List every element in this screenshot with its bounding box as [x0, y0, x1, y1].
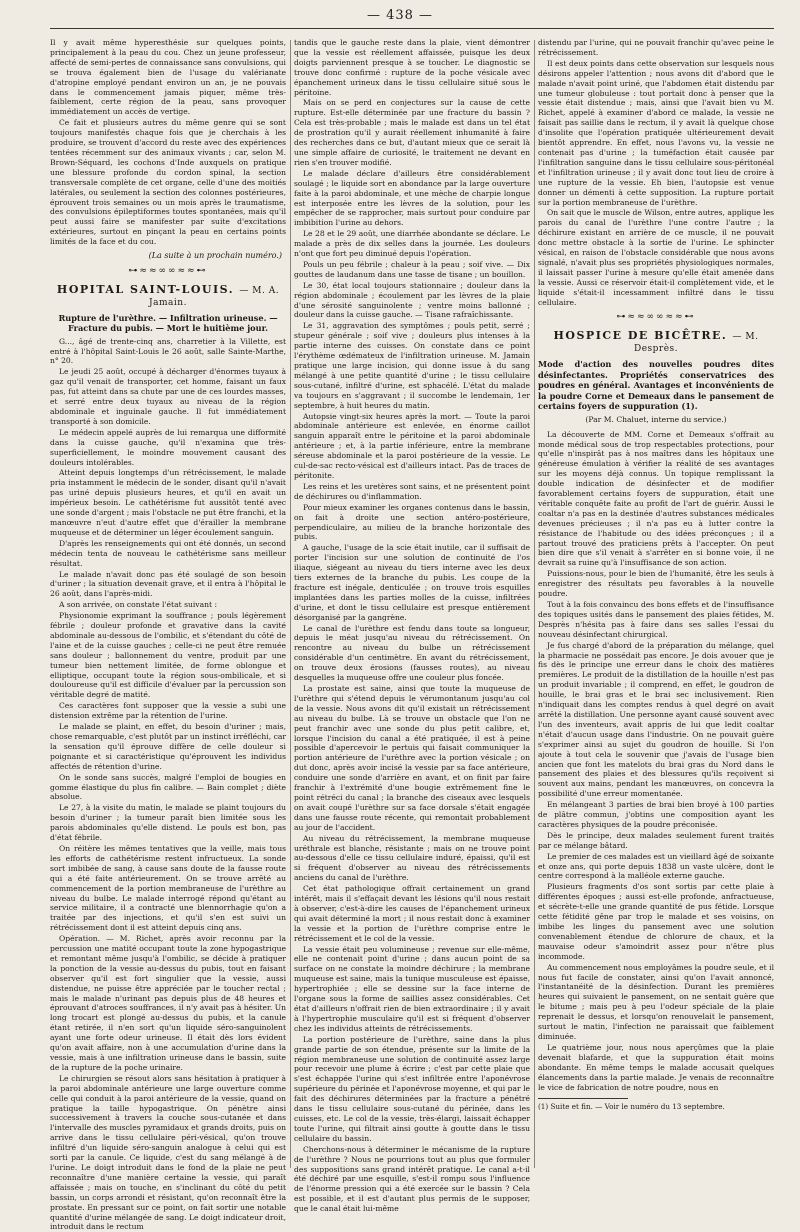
paragraph: Le chirurgien se résout alors sans hésitation à pratiquer à la paroi abdominale antérieure une large ouverture comme celle qui conduit à la paroi antérieure de la vessie, quand on pratique la taille hypogastrique. On pénètre ainsi successivement à travers la couche sous-cutanée et dans l'intervalle des muscles pyramidaux et grands droits, puis on arrive dans le tissu cellulaire péri-vésical, qu'on trouve infiltré d'un liquide séro-sanguin analogue à celui qui est sorti par la canule. Ce liquide, c'est du sang mélangé à de l'urine. Le doigt introduit dans le fond de la plaie ne peut reconnaître d'une manière certaine la vessie, qui paraît affaissée ; mais on touche, en s'inclinant du côté du petit bassin, un corps arrondi et résistant, qu'on reconnaît être la prostate. En pressant sur ce point, on fait sortir une notable quantité d'urine mélangée de sang. Le doigt indicateur droit, introduit dans le rectum — [50, 1073, 286, 1232]
column-3 — [538, 38, 774, 1168]
article-heading: Mode d'action des nouvelles poudres dites désinfectantes. Propriétés conservatrices des poudres en général. Avantages et inconvénients de la poudre Corne et Demeaux dans le pansement de certains foyers de suppuration (1). — [538, 359, 774, 412]
paragraph: Le malade se plaint, en effet, du besoin d'uriner ; mais, chose remarquable, c'est plutôt par un instinct irréfléchi, car la sensation qu'il éprouve diffère de celle douleur si poignante et si caractéristique qu'éprouvent les individus affectés de rétention d'urine. — [50, 722, 286, 771]
article-heading: Rupture de l'urèthre. — Infiltration urineuse. — Fracture du pubis. — Mort le huitième jour. — [58, 312, 278, 334]
paragraph: A son arrivée, on constate l'état suivant : — [59, 600, 218, 610]
paragraph: Le 30, état local toujours stationnaire ; douleur dans la région abdominale ; écoulement par les lèvres de la plaie d'une sérosité sanguinolente ; ventre moins ballonné ; douleur dans la cuisse gauche. — Tisane rafraîchissante. — [294, 280, 530, 320]
paragraph: On réitère les mêmes tentatives que la veille, mais tous les efforts de cathétérisme restent infructueux. La sonde sort imbibée de sang, à cause sans doute de la fausse route qui a été faite antérieurement. On se trouve arrêté au commencement de la portion membraneuse de l'urèthre au niveau du bulbe. Le malade interrogé répond qu'étant au service militaire, il a contracté une blennorrhagie qu'on a traitée par des injections, et qu'il s'en est suivi un rétrécissement dont il est atteint depuis cinq ans. — [50, 843, 286, 933]
paragraph: Opération. — M. Richet, après avoir reconnu par la percussion une matité occupant toute la zone hypogastrique et remontant même jusqu'à l'ombilic, se décide à pratiquer la ponction de la vessie au-dessus du pubis, tout en faisant observer qu'il est fort singulier que la vessie, aussi distendue, ne puisse être appréciée par le toucher rectal ; mais le malade n'urinant pas depuis plus de 48 heures et éprouvant d'atroces souffrances, il n'y avait pas à hésiter. Un long trocart est plongé au-dessus du pubis, et la canule étant retirée, il n'en sort qu'un liquide séro-sanguinolent ayant une forte odeur urineuse. Il était dès lors évident qu'on avait affaire, non à une accumulation d'urine dans la vessie, mais à une infiltration urineuse dans le bassin, suite de la rupture de la poche urinaire. — [50, 934, 286, 1072]
paragraph: Ces caractères font supposer que la vessie a subi une distension extrême par la rétention de l'urine. — [50, 701, 286, 721]
column-1 — [50, 38, 286, 1232]
paragraph: distendu par l'urine, qui ne pouvait franchir qu'avec peine le rétrécissement. — [538, 38, 774, 57]
paragraph: Cet état pathologique offrait certainement un grand intérêt, mais il s'effaçait devant les lésions qu'il nous restait à observer, c'est-à-dire les causes de l'épanchement urineux qui avait déterminé la mort ; il nous restait donc à examiner la vessie et la portion de l'urèthre comprise entre le rétrécissement et le col de la vessie. — [294, 884, 530, 943]
paragraph: Cherchons-nous à déterminer le mécanisme de la rupture de l'urèthre ? Nous ne pourrions tout au plus que formuler des suppositions sans grand intérêt pratique. Le canal a-t-il été déchiré par une esquille, s'est-il rompu sous l'influence de l'énorme pression qui a été exercée sur le bassin ? Cela est possible, et il est d'autant plus permis de le supposer, que le canal était lui-même — [294, 1144, 530, 1214]
paragraph: La vessie était peu volumineuse ; revenue sur elle-même, elle ne contenait point d'urine ; dans aucun point de sa surface on ne constate la moindre déchirure ; la membrane muqueuse est saine, mais la tunique musculeuse est épaisse, hypertrophiée ; elle se dessine sur la face interne de l'organe sous la forme de saillies assez considérables. Cet état d'ailleurs n'offrait rien de bien extraordinaire ; il y avait à l'hypertrophie musculaire qu'il est si fréquent d'observer chez les individus atteints de rétrécissements. — [294, 944, 530, 1033]
section-title — [50, 282, 286, 309]
to-be-continued-note: (La suite à un prochain numéro.) — [148, 251, 282, 261]
paragraph: En mélangeant 3 parties de brai bien broyé à 100 parties de plâtre commun, j'obtins une composition ayant les caractères physiques de la poudre préconisée. — [538, 800, 774, 829]
paragraph: Au niveau du rétrécissement, la membrane muqueuse uréthrale est blanche, résistante ; mais on ne trouve point au-dessous d'elle ce tissu cellulaire induré, épaissi, qu'il est si fréquent d'observer au niveau des rétrécissements anciens du canal de l'urèthre. — [294, 833, 530, 883]
paragraph: Le canal de l'urèthre est fendu dans toute sa longueur, depuis le méat jusqu'au niveau du rétrécissement. On rencontre au niveau du bulbe un rétrécissement considérable d'un centimètre. En avant du rétrécissement, on trouve deux érosions (fausses routes), au niveau desquelles la muqueuse offre une couleur plus foncée. — [294, 623, 530, 683]
paragraph: Je fus chargé d'abord de la préparation du mélange, quel la pharmacie ne possédait pas encore. Je dois avouer que je fis dès le principe une erreur dans le choix des matières premières. Le produit de la distillation de la houille n'est pas un produit invariable ; il comprend, en effet, le goudron de houille, le brai gras et le brai sec inclusivement. Rien n'indiquait dans les comptes rendus à quel degré on avait arrêté la distillation. Une personne ayant causé souvent avec l'un des inventeurs, avait appris de lui que ledit coaltar n'était d'aucun usage dans l'industrie. On ne pouvait guère s'exprimer ainsi au sujet du goudron de houille. Si l'on ajoute à tout cela le souvenir que j'avais de l'usage bien ancien que font les matelots du brai gras du Nord dans le pansement des plaies et des blessures qu'ils reçoivent si souvent aux mains, pendant les manœuvres, on concevra la possibilité d'une erreur momentanée. — [538, 640, 775, 799]
column-separator — [534, 40, 535, 1168]
paragraph: Pour mieux examiner les organes contenus dans le bassin, on fait à droite une section antéro-postérieure, perpendiculaire, au milieu de la branche horizontale des pubis. — [294, 502, 530, 542]
ornament-divider: ⊶≈≈∞∞≈≈⊷ — [128, 265, 208, 276]
paragraph: La découverte de MM. Corne et Demeaux s'offrait au monde médical sous de trop respectables protections, pour qu'elle n'inspirât pas à nos maîtres dans les hôpitaux une généreuse émulation à vérifier la réalité de ses avantages sur les moyens déjà connus. Un topique remplissant la double indication de désinfecter et de modifier favorablement certains foyers de suppuration, était une véritable conquête faite au profit de l'art de guérir. Aussi le coaltar n'a pas en la destinée d'autres substances médicales devenues précieuses ; il n'a pas eu à lutter contre la résistance de l'habitude ou des idées préconçues ; il a partout trouvé des praticiens prêts à l'accepter. On peut bien dire que s'il venait à s'arrêter en si bonne voie, il ne devrait sa ruine qu'à l'insuffisance de son action. — [538, 429, 774, 568]
footnote: (1) Suite et fin. — Voir le numéro du 13 septembre. — [538, 1102, 725, 1112]
paragraph: Ce fait et plusieurs autres du même genre qui se sont toujours manifestés chaque fois que je cherchais à les produire, se trouvent d'accord du reste avec des expériences tentées récemment sur des animaux vivants ; car, selon M. Brown-Séquard, les cochons d'Inde auxquels on pratique une blessure profonde du cordon spinal, la section transversale complète de cet organe, celle d'une des moitiés latérales, ou seulement la section des colonnes postérieures, éprouvent trois semaines ou un mois après le traumatisme, des convulsions épileptiformes toutes spontanées, mais qu'il peut aussi faire se manifester par suite d'excitations extérieures, surtout en pinçant la peau en certains points limités de la face et du cou. — [50, 118, 286, 247]
paragraph: Il y avait même hyperesthésie sur quelques points, principalement à la peau du cou. Chez un jeune professeur, affecté de semi-pertes de connaissance sans convulsions, qui se trouva également bien de l'usage du valérianate d'atropine employé pendant environ un an, je ne pouvais dans le commencement jamais piquer, même très-faiblement, certe région de la peau, sans provoquer immédiatement un accès de vertige. — [50, 38, 286, 117]
paragraph: Mais on se perd en conjectures sur la cause de cette rupture. Est-elle déterminée par une fracture du bassin ? Cela est très-probable ; mais le malade est dans un tel état de prostration qu'il y aurait réellement inhumanité à faire des recherches dans ce but, d'autant mieux que ce serait là une simple affaire de curiosité, le traitement ne devant en rien s'en trouver modifié. — [294, 98, 530, 167]
section-author: — M. Desprès. — [633, 332, 759, 355]
paragraph: Le médecin appelé auprès de lui remarqua une difformité dans la cuisse gauche, qu'il n'examina que très-superficiellement, le moindre mouvement causant des douleurs intolérables. — [50, 427, 286, 467]
footnote-rule — [538, 1098, 628, 1099]
ornament-divider: ⊶≈≈∞∞≈≈⊷ — [616, 312, 696, 323]
paragraph: Le premier de ces malades est un vieillard âgé de soixante et onze ans, qui porte depuis 1838 un vaste ulcère, dont le centre correspond à la malléole externe gauche. — [538, 851, 774, 881]
paragraph: Le quatrième jour, nous nous aperçûmes que la plaie devenait blafarde, et que la suppuration était moins abondante. En même temps le malade accusait quelques élancements dans la partie malade. Je venais de reconnaître le vice de fabrication de notre poudre, nous en — [538, 1042, 774, 1092]
paragraph: Les reins et les uretères sont sains, et ne présentent point de déchirures ou d'inflammation. — [294, 481, 530, 501]
section-title — [538, 331, 774, 355]
paragraph: D'après les renseignements qui ont été donnés, un second médecin tenta de nouveau le cathétérisme sans meilleur résultat. — [50, 538, 286, 568]
paragraph: La prostate est saine, ainsi que toute la muqueuse de l'urèthre qui s'étend depuis le vérumontanum jusqu'au col de la vessie. Nous avons dit qu'il existait un rétrécissement au niveau du bulbe. Là se trouve un obstacle que l'on ne peut franchir avec une sonde du plus petit calibre, et, lorsque l'incision du canal a été pratiquée, il est à peine possible d'apercevoir le pertuis qui faisait communiquer la portion antérieure de l'urèthre avec la portion vésicale ; on dut donc, après avoir incisé la vessie par sa face antérieure, conduire une sonde d'arrière en avant, et on finit par faire franchir à l'extrémité d'une bougie extrêmement fine le point rétréci du canal ; la branche des ciseaux avec lesquels on avait coupé l'urèthre sur sa face dorsale s'était engagée dans une fausse route récente, qui remontait probablement au jour de l'accident. — [294, 684, 530, 832]
paragraph: Dès le principe, deux malades seulement furent traités par ce mélange bâtard. — [538, 830, 774, 850]
paragraph: Plusieurs fragments d'os sont sortis par cette plaie à différentes époques ; aussi est-elle profonde, anfractueuse, et sécrète-t-elle une grande quantité de pus fétide. Lorsque cette fétidité gêne par trop le malade et ses voisins, on imbibe les linges du pansement avec une solution convenablement étendue de chlorure de chaux, et la mauvaise odeur s'amoindrit assez pour n'être plus incommode. — [538, 882, 774, 961]
paragraph: Le 31, aggravation des symptômes ; pouls petit, serré ; stupeur générale ; soif vive ; douleurs plus intenses à la partie interne des cuisses. On constate dans ce point l'érythème œdémateux de l'infiltration urineuse. M. Jamain pratique une large incision, qui donne issue à du sang mélangé à une petite quantité d'urine ; le tissu cellulaire sous-cutané, infiltré d'urine, est sphacélé. L'état du malade va toujours en s'aggravant ; il succombe le lendemain, 1er septembre, à huit heures du matin. — [294, 321, 530, 410]
paragraph: Le malade déclare d'ailleurs être considérablement soulagé ; le liquide sort en abondance par la large ouverture faite à la paroi abdominale, et une mèche de charpie longue est interposée entre les lèvres de la solution, pour les empêcher de se rapprocher, mais surtout pour conduire par imbibition l'urine au dehors. — [294, 168, 530, 228]
paragraph: A gauche, l'usage de la scie était inutile, car il suffisait de porter l'incision sur une solution de continuité de l'os iliaque, siégeant au niveau du tiers interne avec les deux tiers externes de la branche du pubis. Les coupe de la fracture est inégale, denticulée ; on trouve trois esquilles implantées dans les parties molles de la cuisse, infiltrées d'urine, et dont le tissu cellulaire est presque entièrement désorganisé par la gangrène. — [294, 543, 530, 622]
section-title-text: HOSPICE DE BICÊTRE. — [553, 329, 728, 343]
paragraph: Le jeudi 25 août, occupé à décharger d'énormes tuyaux à gaz qu'il venait de transporter, cet homme, faisant un faux pas, fut atteint dans sa chute par une de ces lourdes masses, et serré entre deux tuyaux au niveau de la région abdominale et inguinale gauche. Il fut immédiatement transporté à son domicile. — [50, 367, 286, 426]
paragraph: Au commencement nous employâmes la poudre seule, et il nous fut facile de constater, ainsi qu'on l'avait annoncé, l'instantanéité de la désinfection. Durant les premières heures qui suivaient le pansement, on ne sentait guère que le bitume ; mais peu à peu l'odeur spéciale de la plaie reprenait le dessus, et lorsqu'on renouvelait le pansement, surtout le matin, l'infection ne paraissait que faiblement diminuée. — [538, 962, 774, 1041]
section-title-text: HOPITAL SAINT-LOUIS. — [56, 282, 235, 296]
paragraph: Le malade n'avait donc pas été soulagé de son besoin d'uriner ; la situation devenait grave, et il entra à l'hôpital le 26 août, dans l'après-midi. — [50, 569, 286, 599]
column-separator — [290, 40, 291, 1168]
paragraph: Pouls un peu fébrile ; chaleur à la peau ; soif vive. — Dix gouttes de laudanum dans une tasse de tisane ; un bouillon. — [294, 259, 530, 279]
paragraph: tandis que le gauche reste dans la plaie, vient démontrer que la vessie est réellement affaissée, puisque les deux doigts parviennent presque à se toucher. Le diagnostic se trouve donc confirmé : rupture de la poche vésicale avec épanchement urineux dans le tissu cellulaire situé sous le péritoine. — [294, 38, 530, 97]
paragraph: G..., âgé de trente-cinq ans, charretier à la Villette, est entré à l'hôpital Saint-Louis le 26 août, salle Sainte-Marthe, n° 20. — [50, 336, 286, 366]
paragraph: Le 28 et le 29 août, une diarrhée abondante se déclare. Le malade a près de dix selles dans la journée. Les douleurs n'ont que fort peu diminué depuis l'opération. — [294, 229, 530, 259]
paragraph: Il est deux points dans cette observation sur lesquels nous désirons appeler l'attention ; nous avons dit d'abord que le malade n'avait point uriné, que l'abdomen était distendu par une tumeur globuleuse : tout portait donc à penser que la vessie était distendue ; mais, ainsi que l'avait bien vu M. Richet, appelé à examiner d'abord ce malade, la vessie ne faisait pas saillie dans le rectum, il y avait là quelque chose d'insolite que l'opération pratiquée ultérieurement devait bientôt apprendre. En effet, nous l'avons vu, la vessie ne contenait pas d'urine ; la tuméfaction était causée par l'infiltration sanguine dans le tissu cellulaire sous-péritonéal et l'infiltration urineuse ; il y avait donc tout lieu de croire à une rupture de la vessie. Eh bien, l'autopsie est venue donner un démenti à cette supposition. La rupture portait sur la portion membraneuse de l'urèthre. — [538, 58, 774, 207]
paragraph: Puissions-nous, pour le bien de l'humanité, être les seuls à enregistrer des résultats peu favorables à la nouvelle poudre. — [538, 569, 774, 599]
paragraph: Autopsie vingt-six heures après la mort. — Toute la paroi abdominale antérieure est enlevée, en énorme caillot sanguin apparaît entre le péritoine et la paroi abdominale antérieure ; et, à la partie inférieure, entre la membrane séreuse abdominale et la paroi postérieure de la vessie. Le cul-de-sac recto-vésical est d'ailleurs intact. Pas de traces de péritonite. — [294, 411, 530, 480]
paragraph: Tout à la fois convaincu des bons effets et de l'insuffisance des topiques usités dans le pansement des plaies fétides, M. Desprès n'hésita pas à faire dans ses salles l'essai du nouveau désinfectant chirurgical. — [538, 600, 774, 639]
paragraph: Le 27, à la visite du matin, le malade se plaint toujours du besoin d'uriner ; la tumeur paraît bien limitée sous les parois abdominales qu'elle distend. Le pouls est bon, pas d'état fébrile. — [50, 803, 286, 843]
paragraph: On sait que le muscle de Wilson, entre autres, applique les parois du canal de l'urèthre l'une contre l'autre ; la déchirure existant en arrière de ce muscle, il ne pouvait donc mettre obstacle à la sortie de l'urine. Le sphincter vésical, en raison de l'obstacle considérable que nous avons signalé, n'avait plus ses propriétés physiologiques normales, il laissait passer l'urine à mesure qu'elle était amenée dans la vessie. Aussi ce réservoir était-il complètement vide, et le liquide s'était-il incessamment infiltré dans le tissu cellulaire. — [538, 208, 774, 307]
paragraph: Atteint depuis longtemps d'un rétrécissement, le malade pria instamment le médecin de le sonder, disant qu'il n'avait pas uriné depuis plusieurs heures, et qu'il en avait un impérieux besoin. Le cathétérisme fut aussitôt tenté avec une sonde d'argent ; mais l'obstacle ne put être franchi, et la manœuvre n'eut d'autre effet que d'érailler la membrane muqueuse et de déterminer un léger écoulement sanguin. — [50, 468, 286, 537]
header-rule — [50, 28, 774, 29]
column-2 — [294, 38, 530, 1214]
section-author: — M. A. Jamain. — [149, 285, 280, 308]
article-byline: (Par M. Chaluet, interne du service.) — [585, 414, 727, 424]
paragraph: Physionomie exprimant la souffrance ; pouls légèrement fébrile ; douleur profonde et gravative dans la cavité abdominale au-dessous de l'ombilic, et s'étendant du côté de l'aine et de la cuisse gauches ; celle-ci ne peut être remuée sans douleur ; ballonnement du ventre, produit par une tumeur bien nettement limitée, de forme oblongue et elliptique, occupant toute la région sous-ombilicale, et si douloureuse qu'il est difficile d'évaluer par la percussion son véritable degré de matité. — [50, 611, 286, 700]
paragraph: La portion postérieure de l'urèthre, saine dans la plus grande partie de son étendue, présente sur la limite de la région membraneuse une solution de continuité assez large pour recevoir une plume à écrire ; c'est par cette plaie que s'est échappée l'urine qui s'est infiltrée entre l'aponévrose supérieure du périnée et l'aponévrose moyenne, et qui par le fait des déchirures déterminées par la fracture a pénétré dans le tissu cellulaire sous-cutané du périnée, dans les cuisses, etc. Le col de la vessie, très-élargi, laissait échapper toute l'urine, qui filtrait ainsi goutte à goutte dans le tissu cellulaire du bassin. — [294, 1034, 530, 1143]
page-number: — 438 — — [366, 8, 434, 23]
paragraph: On le sonde sans succès, malgré l'emploi de bougies en gomme élastique du plus fin calibre. — Bain complet ; diète absolue. — [50, 772, 286, 802]
